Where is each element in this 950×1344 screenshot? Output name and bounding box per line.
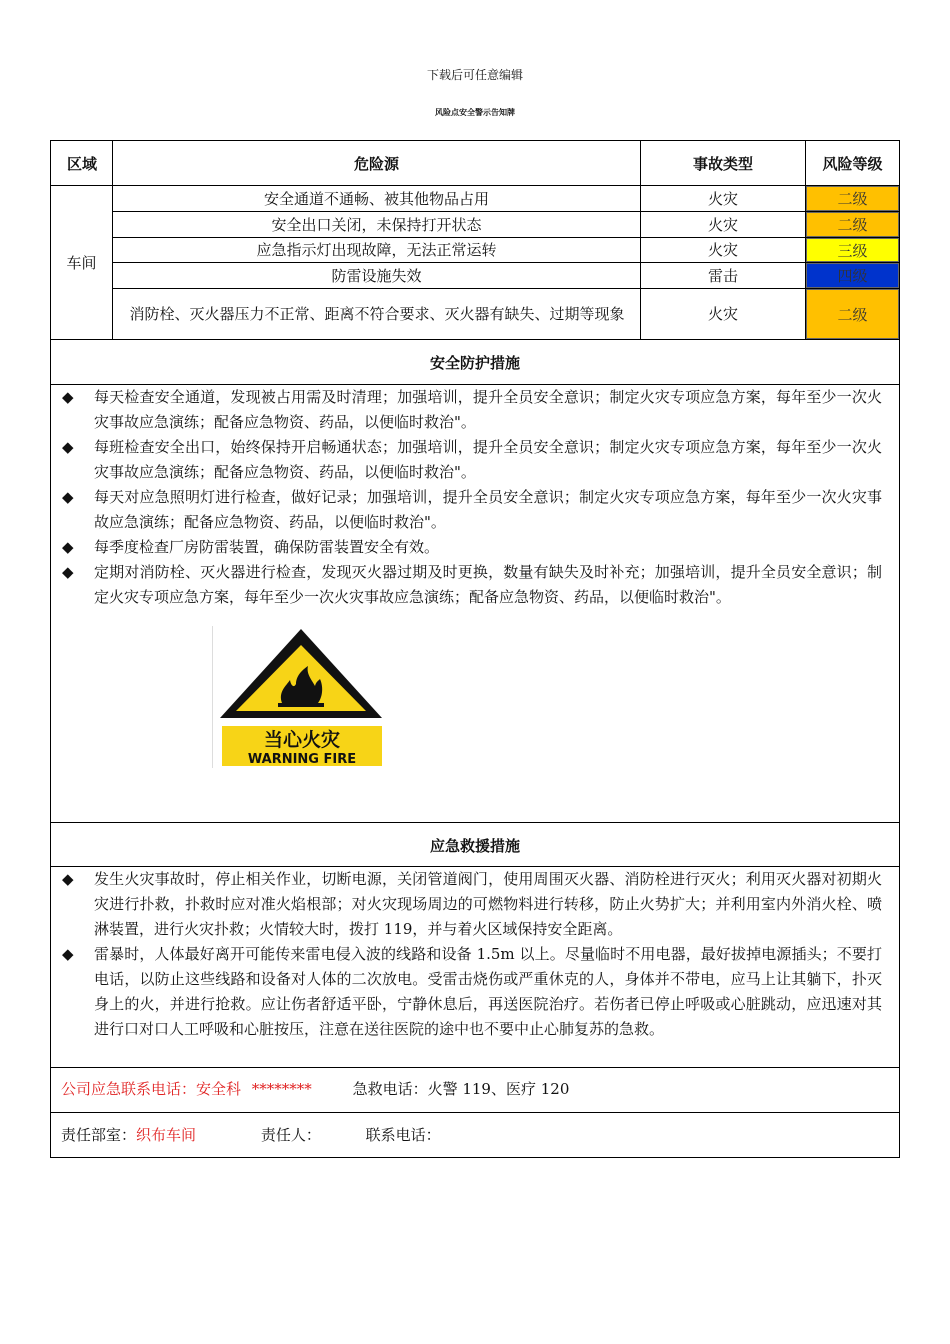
company-emergency-phone: ******** xyxy=(251,1080,312,1098)
list-item: ◆ 每天检查安全通道，发现被占用需及时清理；加强培训，提升全员安全意识；制定火灾专项应急方案，每年至少一次火灾事故应急演练；配备应急物资、药品，以便临时救治"。 xyxy=(60,385,882,435)
risk-level-badge: 二级 xyxy=(806,186,899,211)
area-cell: 车间 xyxy=(66,253,97,272)
diamond-bullet-icon: ◆ xyxy=(62,538,74,556)
grid-line xyxy=(50,1067,900,1068)
header-note: 下载后可任意编辑 xyxy=(426,68,523,82)
doc-title: 风险点安全警示告知牌 xyxy=(435,108,515,117)
grid-line xyxy=(50,1112,900,1113)
safety-section-title: 安全防护措施 xyxy=(429,354,520,372)
header-accident-type: 事故类型 xyxy=(692,154,753,173)
list-item: ◆ 雷暴时，人体最好离开可能传来雷电侵入波的线路和设备 1.5m 以上。尽量临时不用电器，最好拔掉电源插头；不要打电话，以防止这些线路和设备对人体的二次放电。受雷击烧伤或严重休克的人，身体并不带电，应马上让其躺下，扑灭身上的火，并进行抢救。应让伤者舒适平卧，宁静休息后，再送医院治疗。若伤者已停止呼吸或心脏跳动，应迅速对其进行口对口人工呼吸和心脏按压，注意在送往医院的途中也不要中止心肺复苏的急救。 xyxy=(60,942,882,1042)
dept-value: 织布车间 xyxy=(136,1126,197,1144)
responsibility-row xyxy=(61,1124,441,1146)
accident-type-cell: 火灾 xyxy=(707,215,738,234)
grid-line xyxy=(50,822,900,823)
dept-label: 责任部室： xyxy=(61,1126,137,1144)
diamond-bullet-icon: ◆ xyxy=(62,563,74,581)
sign-cn-text: 当心火灾 xyxy=(263,729,341,751)
list-item: ◆ 每天对应急照明灯进行检查，做好记录；加强培训，提升全员安全意识；制定火灾专项应急方案，每年至少一次火灾事故应急演练；配备应急物资、药品，以便临时救治"。 xyxy=(60,485,882,535)
header-hazard: 危险源 xyxy=(353,154,399,173)
hazard-cell: 安全出口关闭，未保持打开状态 xyxy=(271,215,482,234)
hazard-cell: 消防栓、灭火器压力不正常、距离不符合要求、灭火器有缺失、过期等现象 xyxy=(129,305,625,323)
risk-level-badge: 二级 xyxy=(806,289,899,339)
list-item: ◆ 发生火灾事故时，停止相关作业，切断电源，关闭管道阀门，使用周围灭火器、消防栓进行灭火；利用灭火器对初期火灾进行扑救，扑救时应对准火焰根部；对火灾现场周边的可燃物料进行转移，防止火势扩大；并利用室内外消火栓、喷淋装置，进行火灾扑救；火情较大时，拨打 119，并与着火区域保持安全距离。 xyxy=(60,867,882,942)
diamond-bullet-icon: ◆ xyxy=(62,438,74,456)
diamond-bullet-icon: ◆ xyxy=(62,870,74,888)
risk-level-badge: 四级 xyxy=(806,263,899,288)
list-item: ◆ 每季度检查厂房防雷装置，确保防雷装置安全有效。 xyxy=(60,535,882,560)
rescue-phones: 急救电话：火警 119、医疗 120 xyxy=(352,1080,570,1098)
warning-fire-sign xyxy=(212,626,388,768)
hazard-cell: 防雷设施失效 xyxy=(331,266,422,285)
sign-en-text: WARNING FIRE xyxy=(247,752,357,767)
list-item: ◆ 定期对消防栓、灭火器进行检查，发现灭火器过期及时更换，数量有缺失及时补充；加强培训，提升全员安全意识；制定火灾专项应急方案，每年至少一次火灾事故应急演练；配备应急物资、药品，以便临时救治"。 xyxy=(60,560,882,610)
emergency-section-title: 应急救援措施 xyxy=(429,837,520,855)
safety-measures-list xyxy=(60,385,882,610)
accident-type-cell: 火灾 xyxy=(707,241,738,259)
emergency-measures-list xyxy=(60,867,882,1042)
fire-hazard-icon xyxy=(212,626,388,768)
phone-label: 联系电话： xyxy=(365,1126,441,1144)
diamond-bullet-icon: ◆ xyxy=(62,945,74,963)
diamond-bullet-icon: ◆ xyxy=(62,488,74,506)
company-emergency-label: 公司应急联系电话：安全科 xyxy=(61,1080,242,1098)
grid-line xyxy=(50,339,900,340)
hazard-cell: 应急指示灯出现故障，无法正常运转 xyxy=(256,241,497,259)
header-risk-level: 风险等级 xyxy=(822,154,883,173)
hazard-cell: 安全通道不通畅、被其他物品占用 xyxy=(263,189,489,208)
contact-row xyxy=(61,1078,569,1100)
risk-level-badge: 二级 xyxy=(806,212,899,237)
accident-type-cell: 雷击 xyxy=(707,266,738,285)
person-label: 责任人： xyxy=(260,1126,321,1144)
risk-level-badge: 三级 xyxy=(806,238,899,262)
list-item: ◆ 每班检查安全出口，始终保持开启畅通状态；加强培训，提升全员安全意识；制定火灾专项应急方案，每年至少一次火灾事故应急演练；配备应急物资、药品，以便临时救治"。 xyxy=(60,435,882,485)
accident-type-cell: 火灾 xyxy=(707,189,738,208)
diamond-bullet-icon: ◆ xyxy=(62,388,74,406)
accident-type-cell: 火灾 xyxy=(707,305,738,323)
header-area: 区域 xyxy=(66,154,97,173)
